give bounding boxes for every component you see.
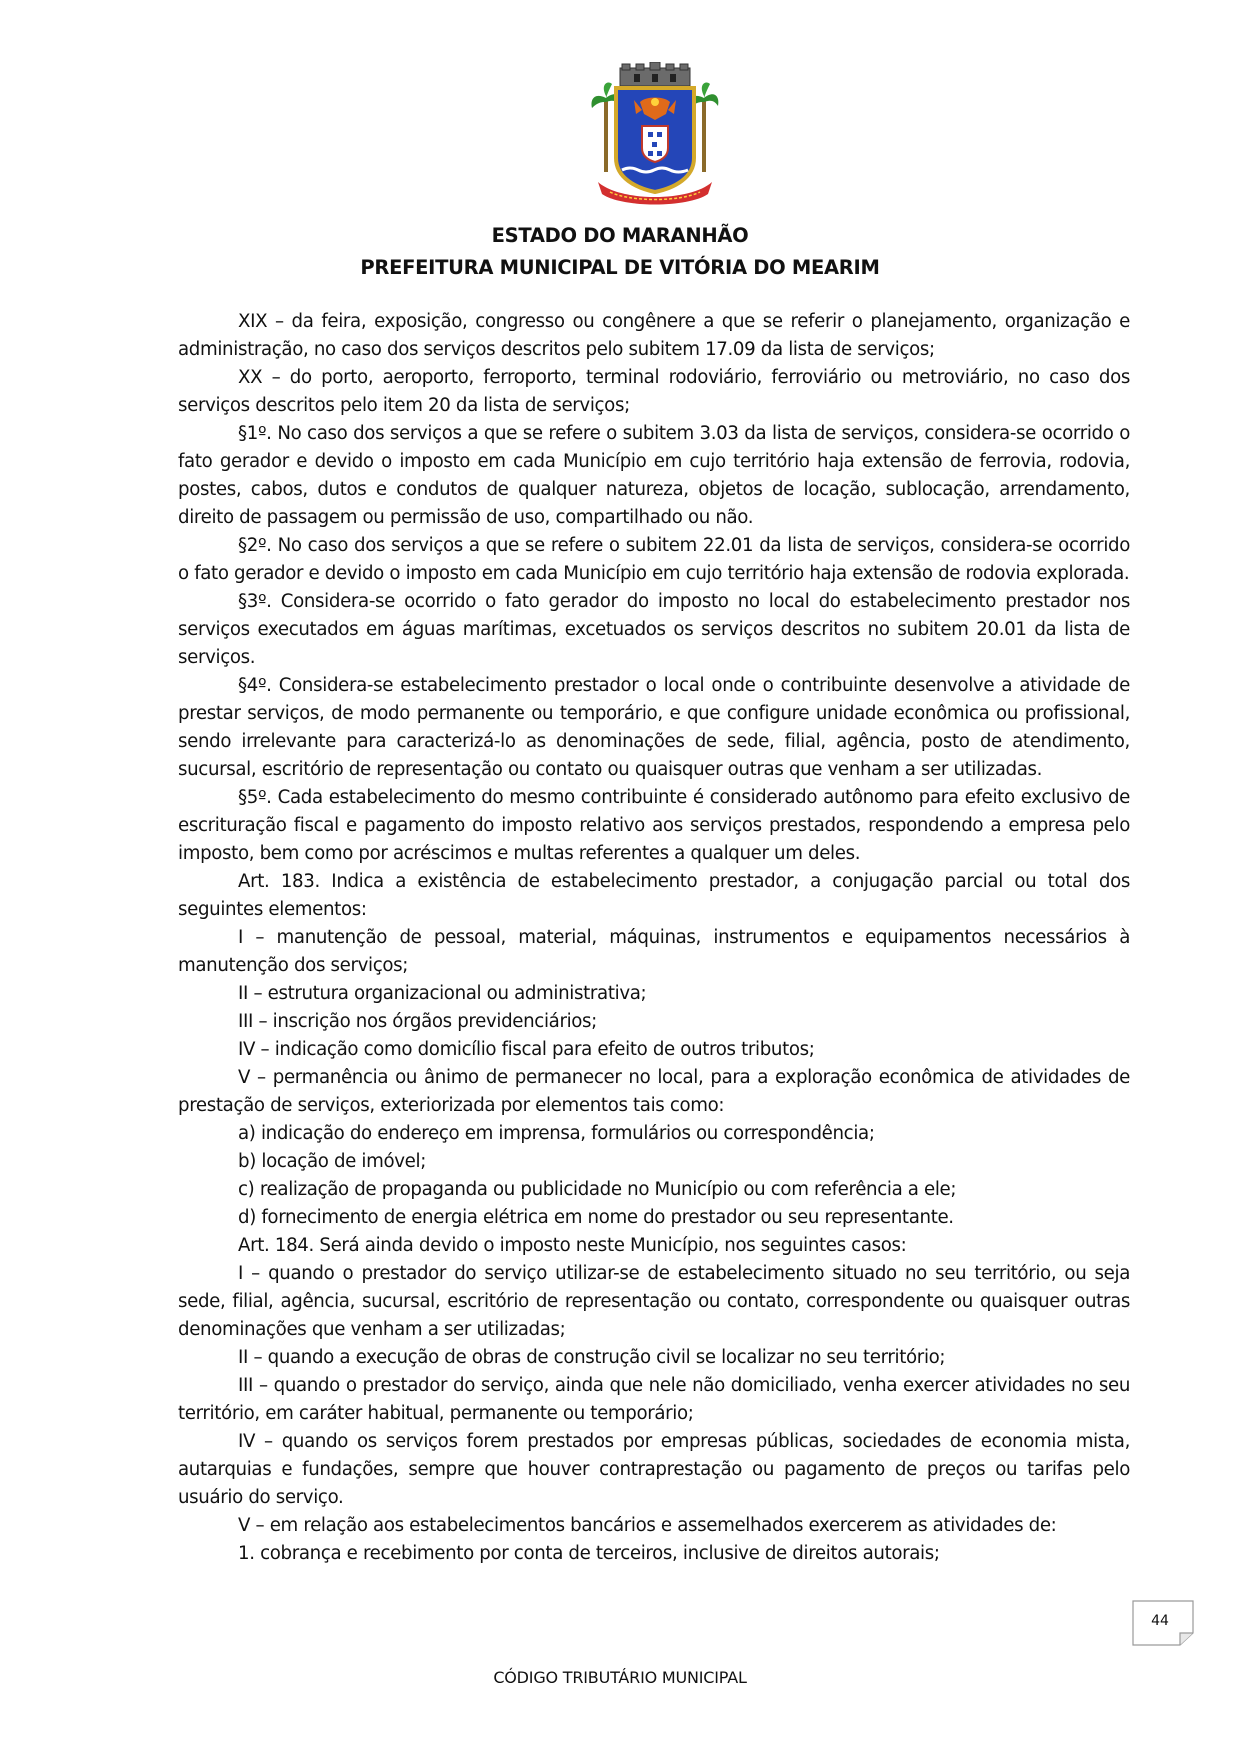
- list-item: b) locação de imóvel;: [238, 1151, 426, 1172]
- list-item: c) realização de propaganda ou publicidade no Município ou com referência a ele;: [238, 1179, 957, 1200]
- paragraph: §4º. Considera-se estabelecimento prestador o local onde o contribuinte desenvolve a atividade de prestar serviços, de modo permanente ou temporário, e que configure unidade econômica ou profissional, sendo irrelevante para caracterizá-lo as denominações de sede, filial, agência, posto de atendimento, sucursal, escritório de representação ou contato ou quaisquer outras que venham a ser utilizadas.: [178, 675, 1130, 780]
- paragraph: §2º. No caso dos serviços a que se refere o subitem 22.01 da lista de serviços, considera-se ocorrido o fato gerador e devido o imposto em cada Município em cujo território haja extensão de rodovia explorada.: [178, 535, 1130, 584]
- list-item: d) fornecimento de energia elétrica em nome do prestador ou seu representante.: [238, 1207, 954, 1228]
- list-item: II – quando a execução de obras de construção civil se localizar no seu território;: [238, 1347, 946, 1368]
- list-item: V – em relação aos estabelecimentos bancários e assemelhados exercerem as atividades de:: [238, 1515, 1057, 1536]
- paragraph: §3º. Considera-se ocorrido o fato gerador do imposto no local do estabelecimento prestador nos serviços executados em águas marítimas, excetuados os serviços descritos no subitem 20.01 da lista de serviços.: [178, 591, 1130, 668]
- list-item: a) indicação do endereço em imprensa, formulários ou correspondência;: [238, 1123, 875, 1144]
- article-paragraph: Art. 184. Será ainda devido o imposto neste Município, nos seguintes casos:: [238, 1235, 907, 1256]
- paragraph: §5º. Cada estabelecimento do mesmo contribuinte é considerado autônomo para efeito exclusivo de escrituração fiscal e pagamento do imposto relativo aos serviços prestados, respondendo a empresa pelo imposto, bem como por acréscimos e multas referentes a qualquer um deles.: [178, 787, 1130, 864]
- list-item: III – inscrição nos órgãos previdenciários;: [238, 1011, 597, 1032]
- list-item: V – permanência ou ânimo de permanecer no local, para a exploração econômica de atividades de prestação de serviços, exteriorizada por elementos tais como:: [178, 1067, 1130, 1116]
- coat-of-arms-emblem: [590, 62, 720, 208]
- paragraph: XX – do porto, aeroporto, ferroporto, terminal rodoviário, ferroviário ou metroviário, no caso dos serviços descritos pelo item 20 da lista de serviços;: [178, 367, 1130, 416]
- list-item: IV – indicação como domicílio fiscal para efeito de outros tributos;: [238, 1039, 815, 1060]
- state-heading: ESTADO DO MARANHÃO: [491, 224, 749, 247]
- list-item: 1. cobrança e recebimento por conta de terceiros, inclusive de direitos autorais;: [238, 1543, 940, 1564]
- list-item: III – quando o prestador do serviço, ainda que nele não domiciliado, venha exercer atividades no seu território, em caráter habitual, permanente ou temporário;: [178, 1375, 1130, 1424]
- page-number: 44: [1151, 1613, 1169, 1629]
- page-footer: CÓDIGO TRIBUTÁRIO MUNICIPAL: [493, 1668, 747, 1687]
- paragraph: XIX – da feira, exposição, congresso ou congênere a que se referir o planejamento, organização e administração, no caso dos serviços descritos pelo subitem 17.09 da lista de serviços;: [178, 311, 1130, 360]
- list-item: I – manutenção de pessoal, material, máquinas, instrumentos e equipamentos necessários à manutenção dos serviços;: [178, 927, 1130, 976]
- list-item: II – estrutura organizacional ou administrativa;: [238, 983, 647, 1004]
- article-paragraph: Art. 183. Indica a existência de estabelecimento prestador, a conjugação parcial ou total dos seguintes elementos:: [178, 871, 1130, 920]
- paragraph: §1º. No caso dos serviços a que se refere o subitem 3.03 da lista de serviços, considera-se ocorrido o fato gerador e devido o imposto em cada Município em cujo território haja extensão de ferrovia, rodovia, postes, cabos, dutos e condutos de qualquer natureza, objetos de locação, sublocação, arrendamento, direito de passagem ou permissão de uso, compartilhado ou não.: [178, 423, 1130, 528]
- list-item: I – quando o prestador do serviço utilizar-se de estabelecimento situado no seu território, ou seja sede, filial, agência, sucursal, escritório de representação ou contato, correspondente ou quaisquer outras denominações que venham a ser utilizadas;: [178, 1263, 1130, 1340]
- shield: [616, 88, 694, 192]
- list-item: IV – quando os serviços forem prestados por empresas públicas, sociedades de economia mista, autarquias e fundações, sempre que houver contraprestação ou pagamento de preços ou tarifas pelo usuário do serviço.: [178, 1431, 1130, 1508]
- mural-crown: [620, 62, 690, 86]
- document-body: [178, 308, 1130, 1568]
- municipality-heading: PREFEITURA MUNICIPAL DE VITÓRIA DO MEARIM: [360, 256, 880, 279]
